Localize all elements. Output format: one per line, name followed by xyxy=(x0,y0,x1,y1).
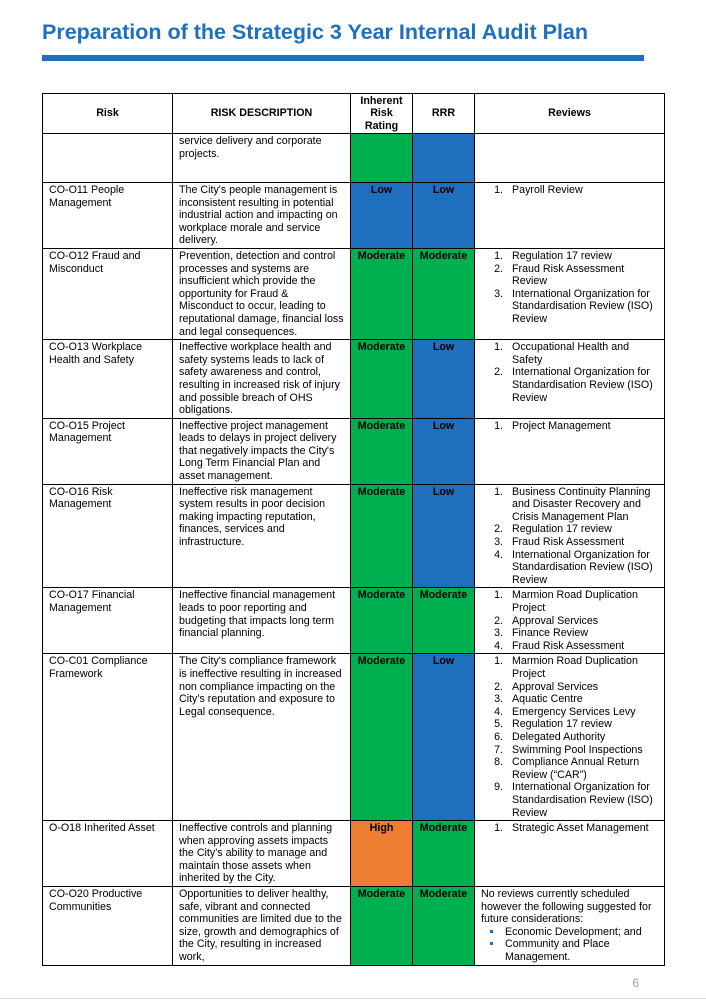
rrr-cell: Low xyxy=(413,183,475,249)
table-row xyxy=(43,248,665,339)
inherent-rating-cell: Moderate xyxy=(351,484,413,588)
inherent-rating-cell: Moderate xyxy=(351,248,413,339)
footer-divider xyxy=(0,998,706,999)
review-item: 1. Strategic Asset Management xyxy=(506,822,658,835)
risk-cell: CO-C01 Compliance Framework xyxy=(43,654,173,821)
rrr-cell: Low xyxy=(413,418,475,484)
reviews-list xyxy=(481,420,658,433)
risk-cell: CO-O17 Financial Management xyxy=(43,588,173,654)
review-item: 4. Fraud Risk Assessment xyxy=(506,640,658,653)
review-item: 1. Occupational Health and Safety xyxy=(506,341,658,366)
suggested-review-item: ▪ Economic Development; and xyxy=(503,926,658,939)
review-item: 4. International Organization for Standardisation Review (ISO) Review xyxy=(506,549,658,587)
description-cell: Ineffective risk management system results in poor decision making impacting reputation, finances, services and infrastructure. xyxy=(173,484,351,588)
reviews-cell xyxy=(475,887,665,966)
rrr-cell: Low xyxy=(413,340,475,419)
reviews-list xyxy=(481,341,658,404)
inherent-rating-cell: Moderate xyxy=(351,654,413,821)
table-header-row xyxy=(43,94,665,134)
reviews-cell xyxy=(475,654,665,821)
risk-cell: CO-O20 Productive Communities xyxy=(43,887,173,966)
reviews-cell xyxy=(475,340,665,419)
reviews-list xyxy=(481,184,658,197)
review-item: 3. International Organization for Standardisation Review (ISO) Review xyxy=(506,288,658,326)
description-cell: service delivery and corporate projects. xyxy=(173,134,351,183)
review-item: 3. Aquatic Centre xyxy=(506,693,658,706)
risk-cell: CO-O13 Workplace Health and Safety xyxy=(43,340,173,419)
rrr-cell: Low xyxy=(413,484,475,588)
description-cell: Ineffective project management leads to delays in project delivery that negatively impacts the City's Long Term Financial Plan and asset management. xyxy=(173,418,351,484)
description-cell: Ineffective controls and planning when approving assets impacts the City's ability to manage and maintain those assets when inherited by the City. xyxy=(173,821,351,887)
header-rrr: RRR xyxy=(413,94,475,134)
risk-cell: O-O18 Inherited Asset xyxy=(43,821,173,887)
rrr-cell: Moderate xyxy=(413,887,475,966)
reviews-list xyxy=(481,250,658,326)
review-item: 2. International Organization for Standardisation Review (ISO) Review xyxy=(506,366,658,404)
table-row xyxy=(43,887,665,966)
risk-cell: CO-O12 Fraud and Misconduct xyxy=(43,248,173,339)
review-item: 2. Regulation 17 review xyxy=(506,523,658,536)
rrr-cell: Low xyxy=(413,654,475,821)
reviews-cell xyxy=(475,588,665,654)
review-item: 2. Approval Services xyxy=(506,681,658,694)
review-item: 8. Compliance Annual Return Review (“CAR”) xyxy=(506,756,658,781)
review-item: 1. Payroll Review xyxy=(506,184,658,197)
review-item: 3. Fraud Risk Assessment xyxy=(506,536,658,549)
inherent-rating-cell: Moderate xyxy=(351,418,413,484)
inherent-rating-cell: Moderate xyxy=(351,588,413,654)
reviews-list xyxy=(481,589,658,652)
title-underline xyxy=(42,55,644,61)
inherent-rating-cell: Low xyxy=(351,183,413,249)
reviews-note: No reviews currently scheduled however the following suggested for future considerations: xyxy=(481,888,652,926)
header-risk-description: RISK DESCRIPTION xyxy=(173,94,351,134)
reviews-list xyxy=(481,486,658,587)
header-inherent-risk-rating: Inherent Risk Rating xyxy=(351,94,413,134)
risk-cell: CO-O15 Project Management xyxy=(43,418,173,484)
review-item: 5. Regulation 17 review xyxy=(506,718,658,731)
review-item: 1. Project Management xyxy=(506,420,658,433)
table-row xyxy=(43,654,665,821)
description-cell: The City's people management is inconsistent resulting in potential industrial action and impacting on workplace morale and service delivery. xyxy=(173,183,351,249)
audit-plan-table xyxy=(42,93,665,966)
rrr-cell: Moderate xyxy=(413,588,475,654)
review-item: 3. Finance Review xyxy=(506,627,658,640)
description-cell: Ineffective financial management leads to poor reporting and budgeting that impacts long term financial planning. xyxy=(173,588,351,654)
risk-cell: CO-O16 Risk Management xyxy=(43,484,173,588)
review-item: 2. Fraud Risk Assessment Review xyxy=(506,263,658,288)
review-item: 1. Business Continuity Planning and Disaster Recovery and Crisis Management Plan xyxy=(506,486,658,524)
table-row xyxy=(43,340,665,419)
review-item: 7. Swimming Pool Inspections xyxy=(506,744,658,757)
table-row xyxy=(43,484,665,588)
description-cell: The City's compliance framework is ineffective resulting in increased non compliance impacting on the City's reputation and exposure to Legal consequence. xyxy=(173,654,351,821)
inherent-rating-cell: High xyxy=(351,821,413,887)
review-item: 1. Regulation 17 review xyxy=(506,250,658,263)
inherent-rating-cell: Moderate xyxy=(351,887,413,966)
header-risk: Risk xyxy=(43,94,173,134)
review-item: 2. Approval Services xyxy=(506,615,658,628)
reviews-list xyxy=(481,822,658,835)
table-row xyxy=(43,821,665,887)
reviews-cell xyxy=(475,418,665,484)
rrr-cell: Moderate xyxy=(413,821,475,887)
rrr-cell: Moderate xyxy=(413,248,475,339)
rrr-cell xyxy=(413,134,475,183)
inherent-rating-cell xyxy=(351,134,413,183)
header-reviews: Reviews xyxy=(475,94,665,134)
description-cell: Prevention, detection and control processes and systems are insufficient which provide the opportunity for Fraud & Misconduct to occur, leading to reputational damage, financial loss and legal consequences. xyxy=(173,248,351,339)
suggested-reviews-list xyxy=(481,926,658,964)
reviews-cell xyxy=(475,821,665,887)
reviews-list xyxy=(481,655,658,819)
risk-cell xyxy=(43,134,173,183)
page-number: 6 xyxy=(632,976,639,990)
review-item: 1. Marmion Road Duplication Project xyxy=(506,589,658,614)
table-row xyxy=(43,134,665,183)
table-row xyxy=(43,183,665,249)
reviews-cell xyxy=(475,248,665,339)
review-item: 6. Delegated Authority xyxy=(506,731,658,744)
table-row xyxy=(43,418,665,484)
reviews-cell xyxy=(475,183,665,249)
table-row xyxy=(43,588,665,654)
review-item: 9. International Organization for Standardisation Review (ISO) Review xyxy=(506,781,658,819)
page-title: Preparation of the Strategic 3 Year Internal Audit Plan xyxy=(42,20,589,44)
review-item: 1. Marmion Road Duplication Project xyxy=(506,655,658,680)
description-cell: Ineffective workplace health and safety systems leads to lack of safety awareness and control, resulting in increased risk of injury and possible breach of OHS obligations. xyxy=(173,340,351,419)
risk-cell: CO-O11 People Management xyxy=(43,183,173,249)
suggested-review-item: ▪ Community and Place Management. xyxy=(503,938,658,963)
description-cell: Opportunities to deliver healthy, safe, vibrant and connected communities are limited due to the size, growth and demographics of the City, resulting in increased work, xyxy=(173,887,351,966)
inherent-rating-cell: Moderate xyxy=(351,340,413,419)
review-item: 4. Emergency Services Levy xyxy=(506,706,658,719)
reviews-cell xyxy=(475,484,665,588)
reviews-cell xyxy=(475,134,665,183)
